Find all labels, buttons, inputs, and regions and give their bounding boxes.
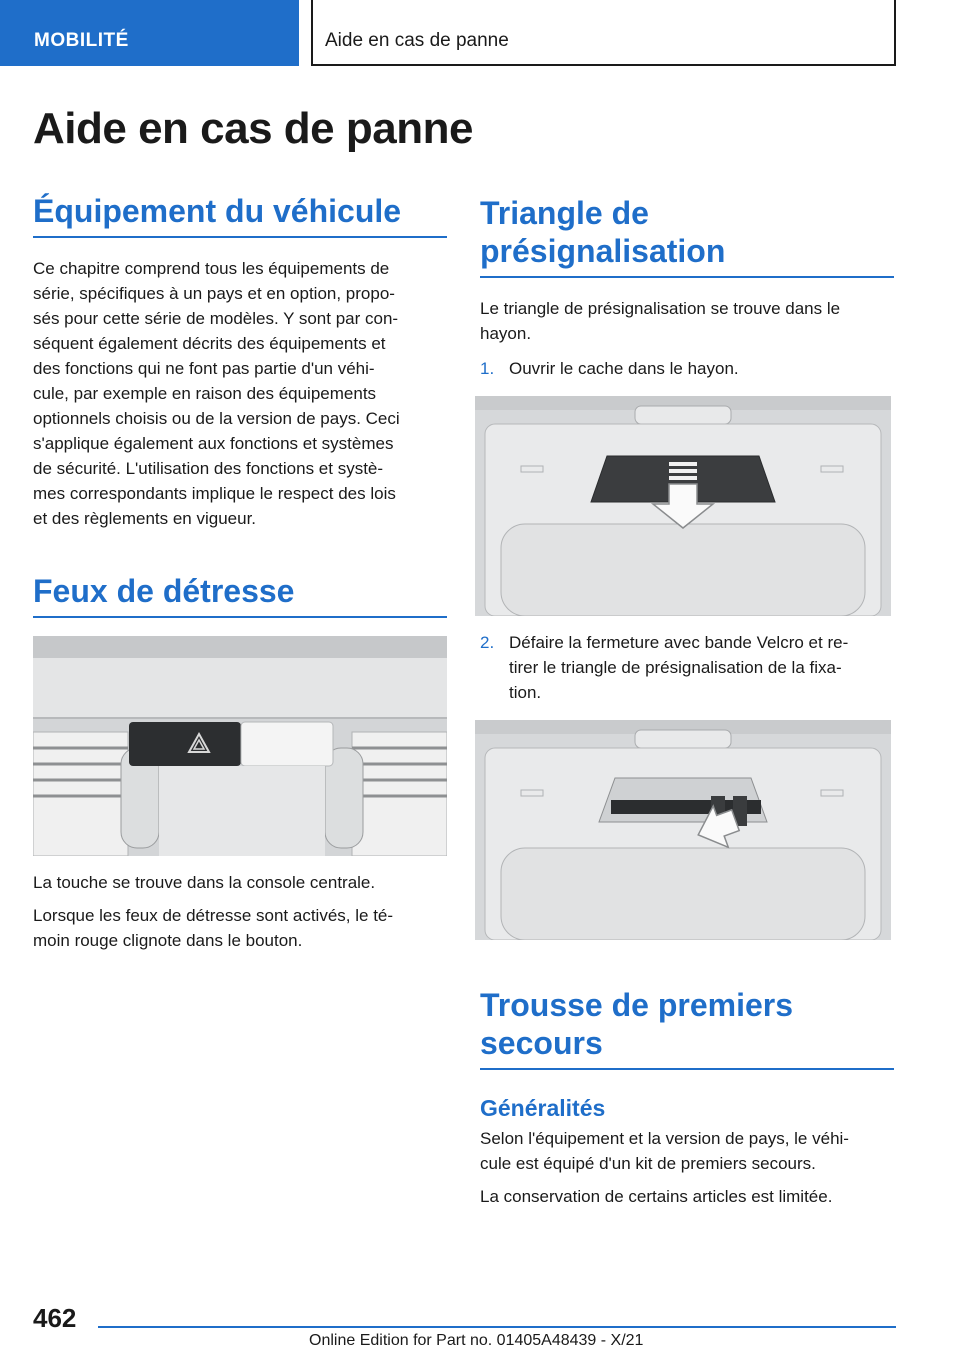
footer-edition: Online Edition for Part no. 01405A48439 - X/21 xyxy=(309,1332,644,1349)
step-1 xyxy=(480,356,894,381)
text-line: Le triangle de présignalisation se trouve dans le xyxy=(480,299,841,318)
text-line: de sécurité. L'utilisation des fonctions et systè- xyxy=(33,459,384,478)
step-2-wrapper xyxy=(480,630,894,705)
heading-line: Triangle de xyxy=(480,195,649,231)
hazard-paragraph-2 xyxy=(33,903,447,953)
step-number: 1. xyxy=(480,359,495,378)
step-number: 2. xyxy=(480,633,495,652)
firstaid-paragraph-2: La conservation de certains articles est limitée. xyxy=(480,1187,833,1206)
text-line: hayon. xyxy=(480,324,532,343)
text-line: Lorsque les feux de détresse sont activés, le té- xyxy=(33,906,394,925)
text-line: cule, par exemple en raison des équipements xyxy=(33,384,377,403)
header-chapter-tab xyxy=(311,0,896,66)
text-line: mes correspondants implique le respect des lois xyxy=(33,484,396,503)
heading-equipment: Équipement du véhicule xyxy=(33,193,402,229)
hazard-paragraph-1: La touche se trouve dans la console centrale. xyxy=(33,873,376,892)
firstaid-paragraph-1 xyxy=(480,1126,894,1176)
section-hazard xyxy=(33,572,447,618)
heading-rule xyxy=(480,1068,894,1070)
page-number: 462 xyxy=(33,1303,77,1333)
heading-triangle xyxy=(480,194,894,270)
equipment-paragraph xyxy=(33,256,447,531)
text-line: tion. xyxy=(509,683,542,702)
section-equipment xyxy=(33,192,447,531)
text-line: des fonctions qui ne font pas partie d'un véhi- xyxy=(33,359,375,378)
text-line: Selon l'équipement et la version de pays, le véhi- xyxy=(480,1129,849,1148)
heading-hazard: Feux de détresse xyxy=(33,573,295,609)
heading-line: Trousse de premiers xyxy=(480,987,794,1023)
section-firstaid xyxy=(480,986,894,1209)
triangle-intro xyxy=(480,296,894,346)
text-line: Défaire la fermeture avec bande Velcro et re- xyxy=(509,633,849,652)
text-line: moin rouge clignote dans le bouton. xyxy=(33,931,303,950)
text-line: Ce chapitre comprend tous les équipements de xyxy=(33,259,390,278)
text-line: série, spécifiques à un pays et en option, propo- xyxy=(33,284,395,303)
subheading-general: Généralités xyxy=(480,1095,606,1121)
header-section-tab xyxy=(0,0,299,66)
page-title: Aide en cas de panne xyxy=(33,104,473,153)
figure-open-cover xyxy=(475,396,891,616)
section-triangle xyxy=(480,194,894,381)
text-line: séquent également décrits des équipements et xyxy=(33,334,386,353)
text-line: et des règlements en vigueur. xyxy=(33,509,257,528)
text-line: sés pour cette série de modèles. Y sont par con- xyxy=(33,309,399,328)
heading-rule xyxy=(33,616,447,618)
figure-hazard-button xyxy=(33,636,447,856)
hazard-text xyxy=(33,870,447,953)
heading-firstaid xyxy=(480,986,894,1062)
text-line: tirer le triangle de présignalisation de la fixa- xyxy=(509,658,842,677)
heading-rule xyxy=(480,276,894,278)
text-line: s'applique également aux fonctions et systèmes xyxy=(33,434,394,453)
heading-line: secours xyxy=(480,1025,603,1061)
figure-remove-triangle xyxy=(475,720,891,940)
step-2 xyxy=(480,630,894,705)
heading-line: présignalisation xyxy=(480,233,726,269)
header-chapter-label: Aide en cas de panne xyxy=(325,30,509,51)
header-section-label: MOBILITÉ xyxy=(34,30,129,51)
heading-rule xyxy=(33,236,447,238)
text-line: optionnels choisis ou de la version de pays. Ceci xyxy=(33,409,400,428)
footer-rule xyxy=(98,1326,896,1328)
text-line: cule est équipé d'un kit de premiers secours. xyxy=(480,1154,816,1173)
text-line: Ouvrir le cache dans le hayon. xyxy=(509,359,739,378)
